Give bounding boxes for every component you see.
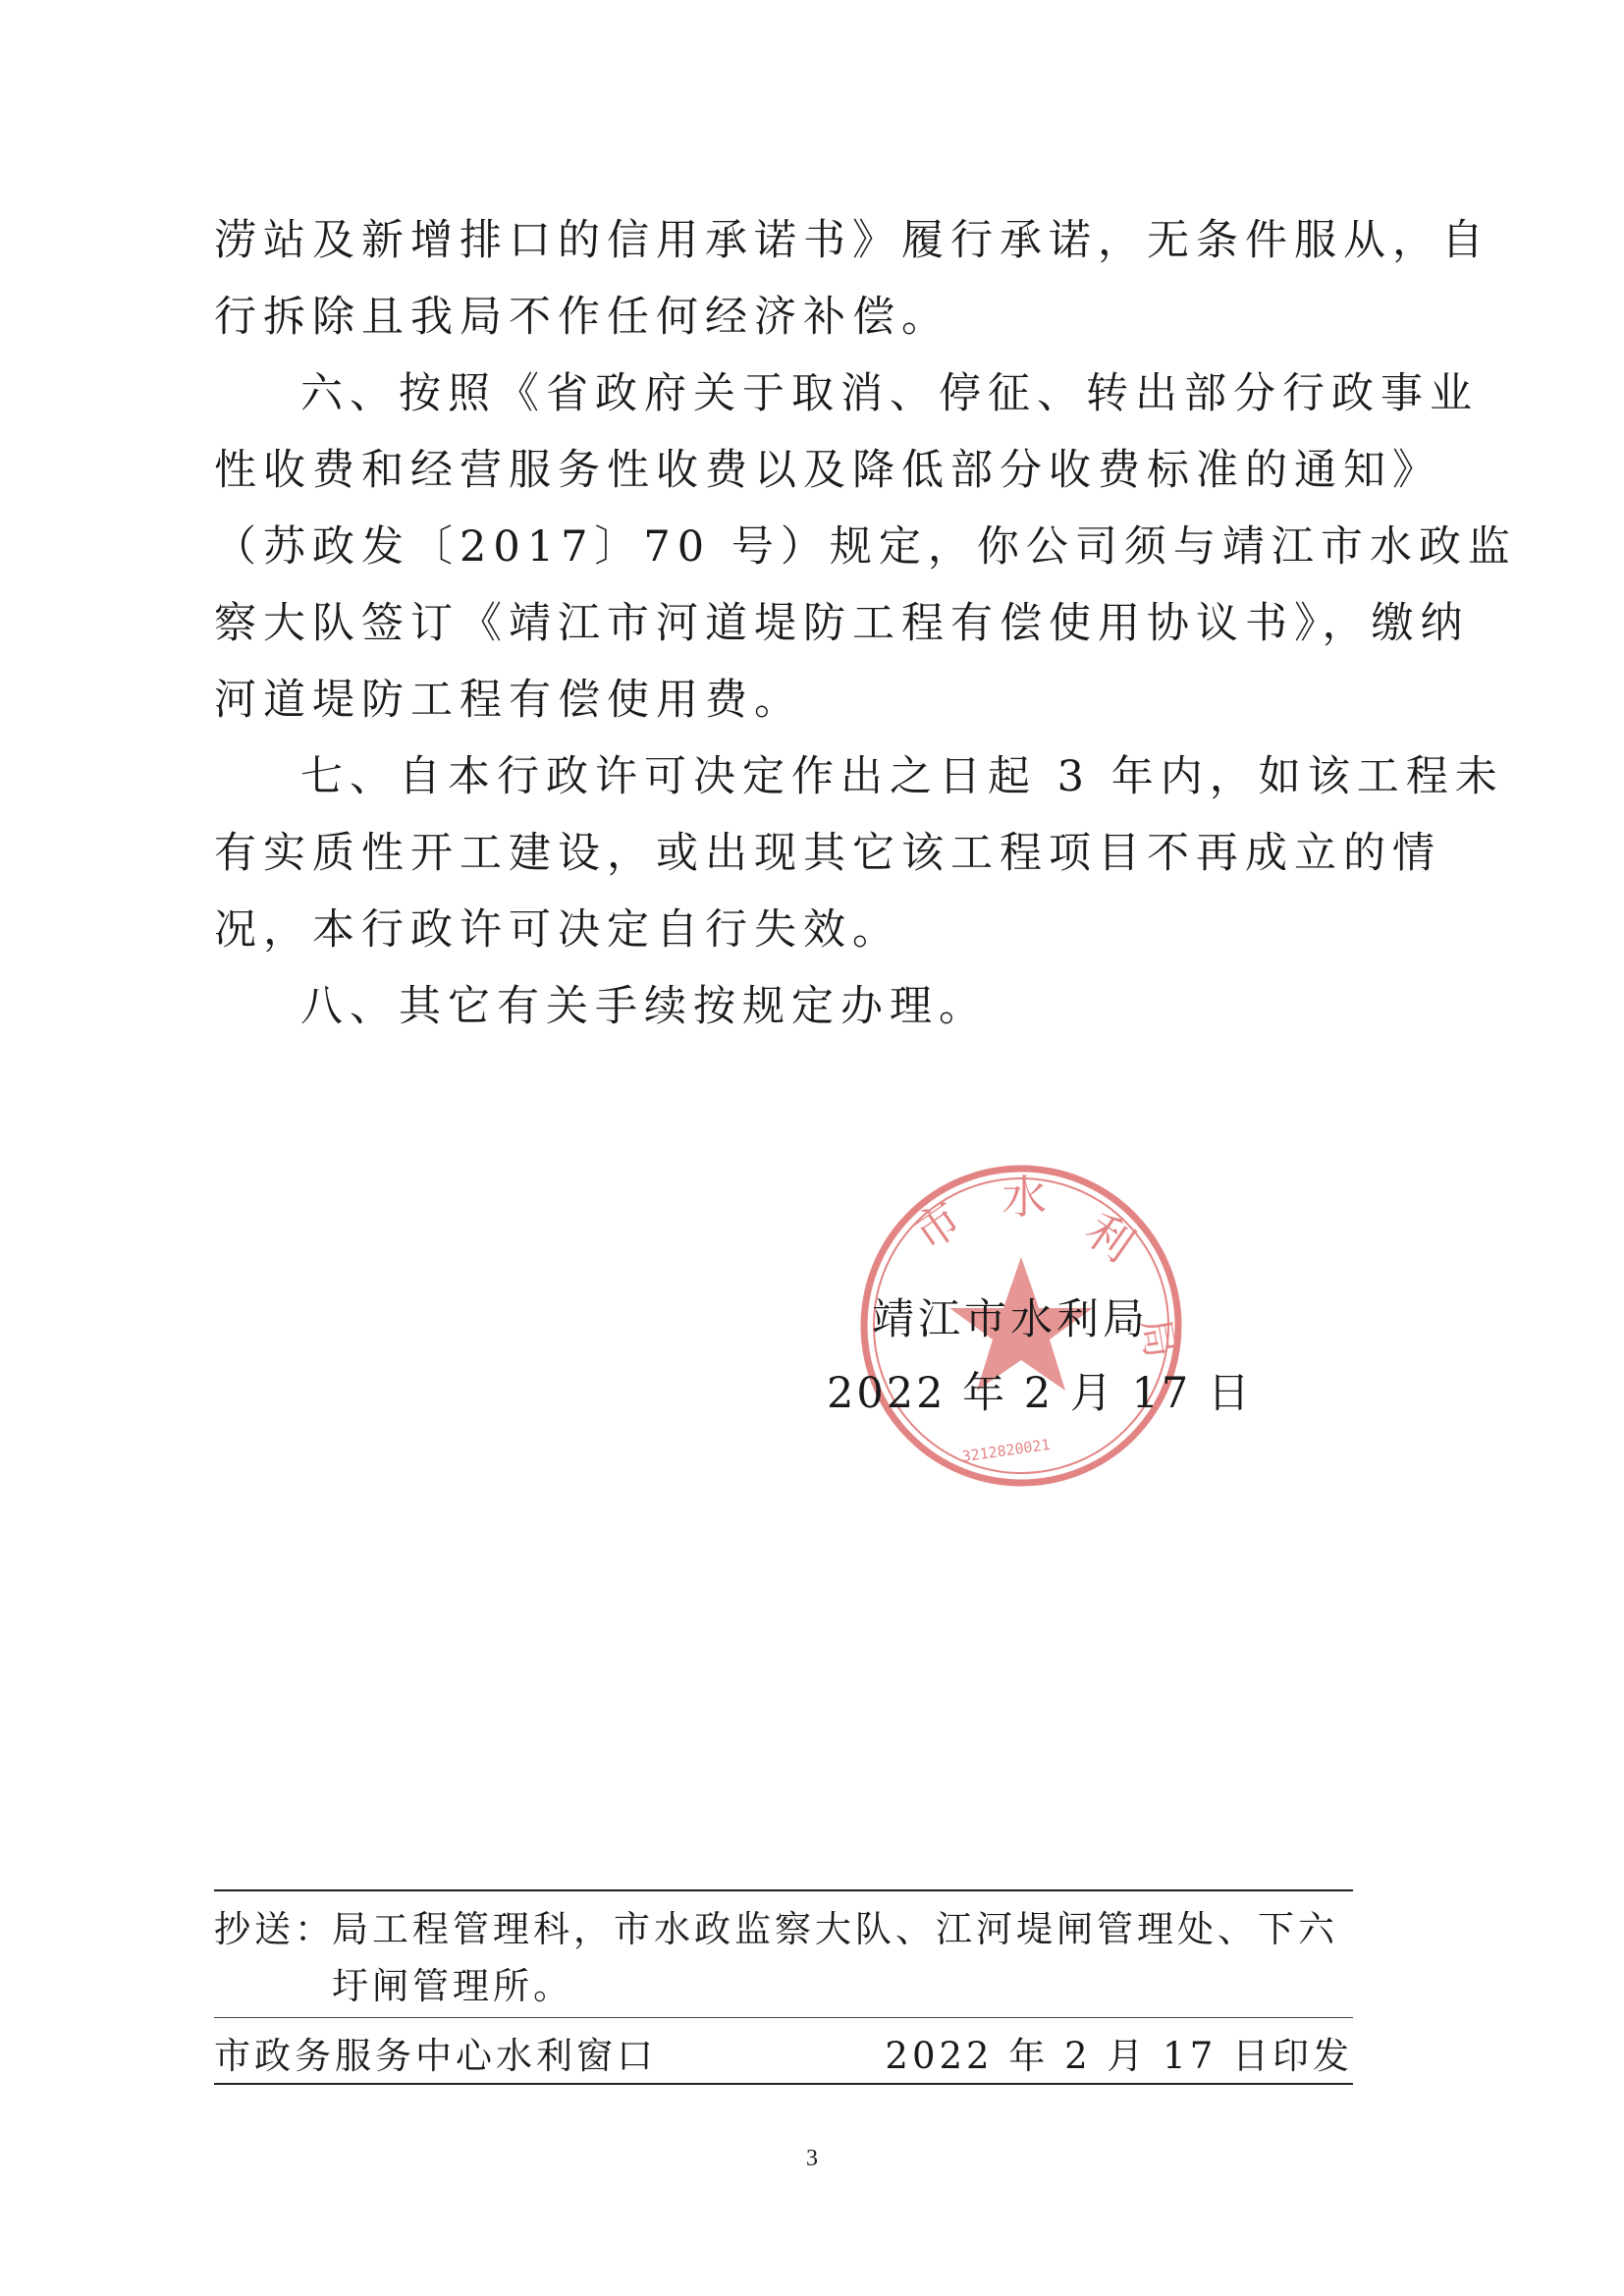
text-line: 河道堤防工程有偿使用费。 [214,676,803,725]
issue-date: 2022 年 2 月 17 日 [827,1369,1253,1418]
paragraph-8 [214,968,1353,1045]
cc-recipients-continued: 圩闸管理所。 [332,1965,573,2007]
text-line: 行拆除且我局不作任何经济补偿。 [214,293,950,342]
text-line: （苏政发〔2017〕70 号）规定，你公司须与靖江市水政监 [214,522,1517,572]
cc-label: 抄送： [214,1908,335,1950]
issuer: 市政务服务中心水利窗口 [214,2035,657,2077]
paragraph-5-continuation [214,202,1490,355]
page-number: 3 [806,2146,818,2171]
text-line: 涝站及新增排口的信用承诺书》履行承诺，无条件服从，自 [214,216,1490,265]
paragraph-7 [214,738,1504,968]
footer-bottom-rule [214,2083,1353,2085]
text-line: 性收费和经营服务性收费以及降低部分收费标准的通知》 [214,446,1441,495]
svg-text:利: 利 [1075,1202,1144,1273]
paragraph-6 [214,355,1517,738]
cc-recipients: 局工程管理科，市水政监察大队、江河堤闸管理处、下六 [332,1908,1338,1950]
svg-text:局: 局 [1131,1314,1183,1362]
text-line: 八、其它有关手续按规定办理。 [300,982,988,1031]
svg-text:市: 市 [903,1191,971,1262]
signature-block [815,1171,1365,1503]
issuing-organization: 靖江市水利局 [872,1295,1149,1344]
svg-text:3212820021: 3212820021 [960,1435,1052,1466]
print-date: 2022 年 2 月 17 日印发 [885,2035,1353,2077]
document-body [214,202,1517,1045]
issue-row [214,2018,1353,2083]
text-line: 七、自本行政许可决定作出之日起 3 年内，如该工程未 [300,752,1504,801]
svg-text:水: 水 [1001,1171,1047,1224]
text-line: 况，本行政许可决定自行失效。 [214,905,901,955]
text-line: 有实质性开工建设，或出现其它该工程项目不再成立的情 [214,829,1441,878]
text-line: 察大队签订《靖江市河道堤防工程有偿使用协议书》，缴纳 [214,599,1470,648]
cc-section [214,1891,1353,2017]
text-line: 六、按照《省政府关于取消、停征、转出部分行政事业 [300,369,1479,418]
document-footer [214,1889,1353,2085]
